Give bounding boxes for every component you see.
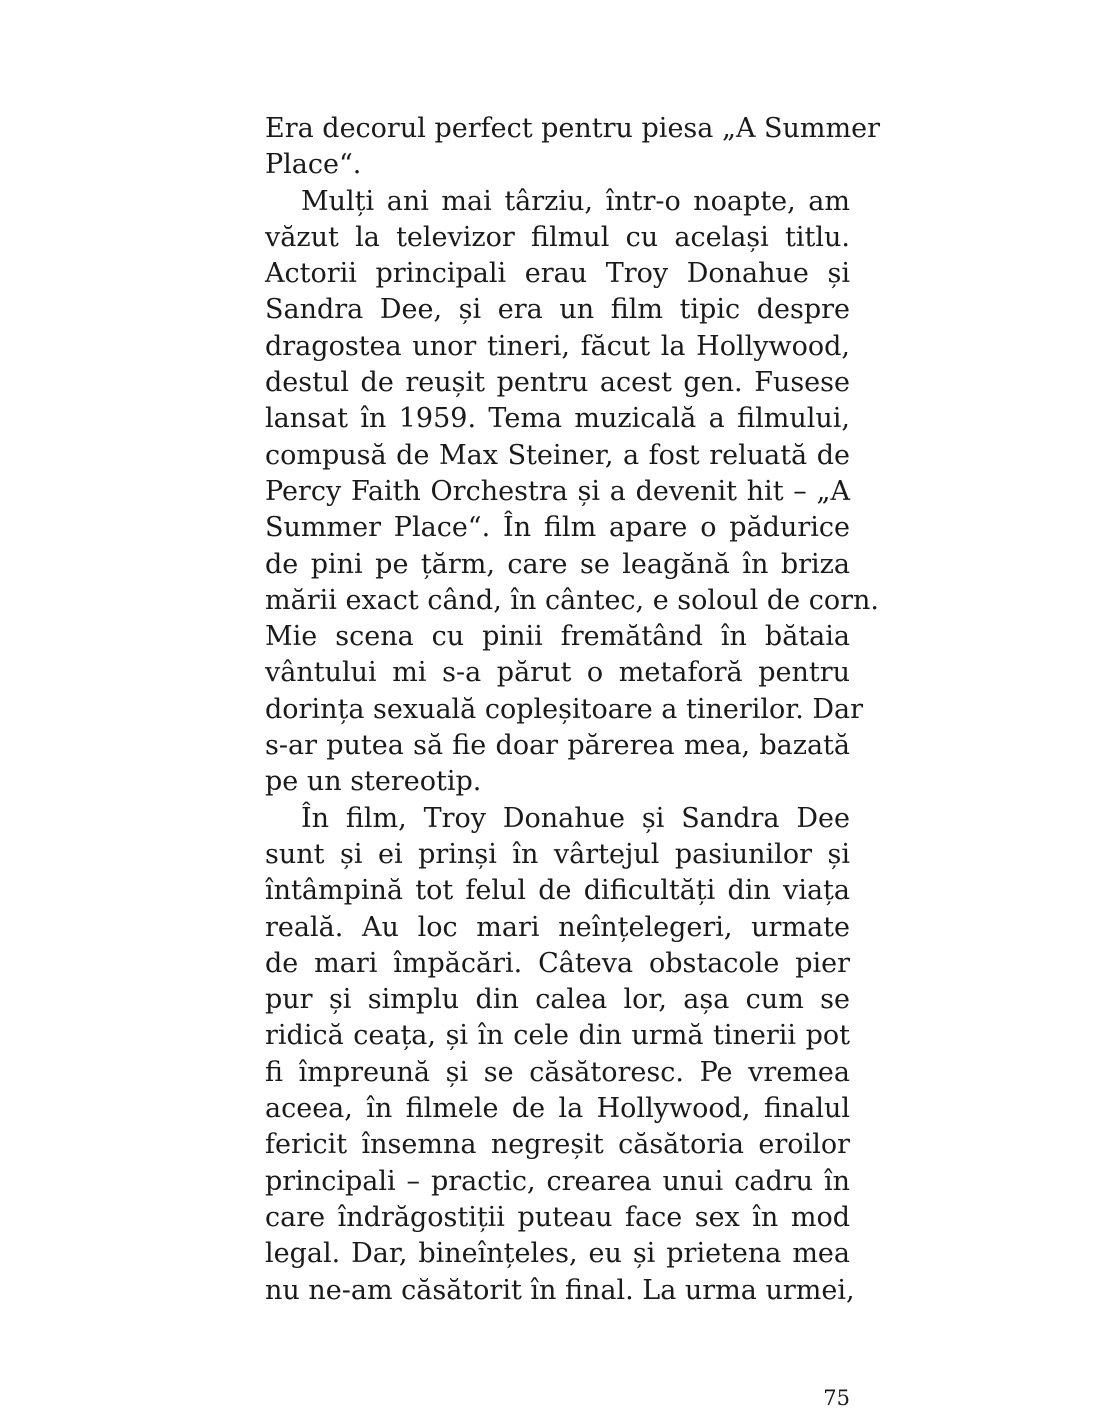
- text-line: fericit însemna negreșit căsătoria eroilor: [265, 1129, 850, 1161]
- text-line: pur și simplu din calea lor, așa cum se: [265, 984, 850, 1016]
- text-line: dragostea unor tineri, făcut la Hollywood,: [265, 330, 850, 362]
- page-number: 75: [823, 1386, 850, 1410]
- text-line: reală. Au loc mari neînțelegeri, urmate: [265, 911, 850, 943]
- text-line: Era decorul perfect pentru piesa „A Summer: [265, 113, 881, 144]
- text-line: lansat în 1959. Tema muzicală a filmului,: [265, 403, 850, 435]
- text-line: nu ne-am căsătorit în final. La urma urmei,: [265, 1274, 855, 1306]
- text-line: sunt și ei prinși în vârtejul pasiunilor și: [265, 838, 850, 870]
- text-line: de pini pe țărm, care se leagănă în briza: [265, 548, 850, 580]
- text-line: s-ar putea să fie doar părerea mea, bazată: [265, 730, 850, 762]
- text-line: destul de reușit pentru acest gen. Fusese: [265, 367, 850, 399]
- text-line: pe un stereotip.: [265, 766, 482, 798]
- text-line: fi împreună și se căsătoresc. Pe vremea: [265, 1056, 850, 1088]
- body-text: [265, 111, 881, 1309]
- text-line: Actorii principali erau Troy Donahue și: [265, 258, 850, 290]
- text-line: aceea, în filmele de la Hollywood, finalul: [265, 1093, 850, 1125]
- text-line: Mulți ani mai târziu, într-o noapte, am: [301, 185, 850, 217]
- text-line: ridică ceața, și în cele din urmă tinerii pot: [265, 1020, 850, 1052]
- text-line: Place“.: [265, 149, 362, 181]
- text-line: Summer Place“. În film apare o pădurice: [265, 512, 850, 544]
- text-line: Mie scena cu pinii fremătând în bătaia: [265, 621, 850, 653]
- text-line: În film, Troy Donahue și Sandra Dee: [301, 802, 850, 834]
- paragraph: [265, 111, 881, 184]
- text-line: văzut la televizor filmul cu același titlu.: [265, 221, 850, 253]
- text-line: principali – practic, crearea unui cadru în: [265, 1165, 850, 1197]
- text-line: vântului mi s-a părut o metaforă pentru: [265, 657, 850, 689]
- text-line: compusă de Max Steiner, a fost reluată de: [265, 439, 850, 471]
- paragraph: [265, 801, 855, 1309]
- text-line: mării exact când, în cântec, e soloul de corn.: [265, 584, 879, 616]
- text-line: Percy Faith Orchestra și a devenit hit – „A: [265, 475, 850, 507]
- text-line: de mari împăcări. Câteva obstacole pier: [265, 947, 850, 979]
- text-line: dorința sexuală copleșitoare a tinerilor. Dar: [265, 693, 864, 725]
- text-line: întâmpină tot felul de dificultăți din viața: [265, 875, 850, 907]
- text-line: care îndrăgostiții puteau face sex în mod: [265, 1201, 850, 1233]
- text-line: legal. Dar, bineînțeles, eu și prietena mea: [265, 1238, 850, 1270]
- paragraph: [265, 184, 879, 801]
- text-line: Sandra Dee, și era un film tipic despre: [265, 294, 850, 326]
